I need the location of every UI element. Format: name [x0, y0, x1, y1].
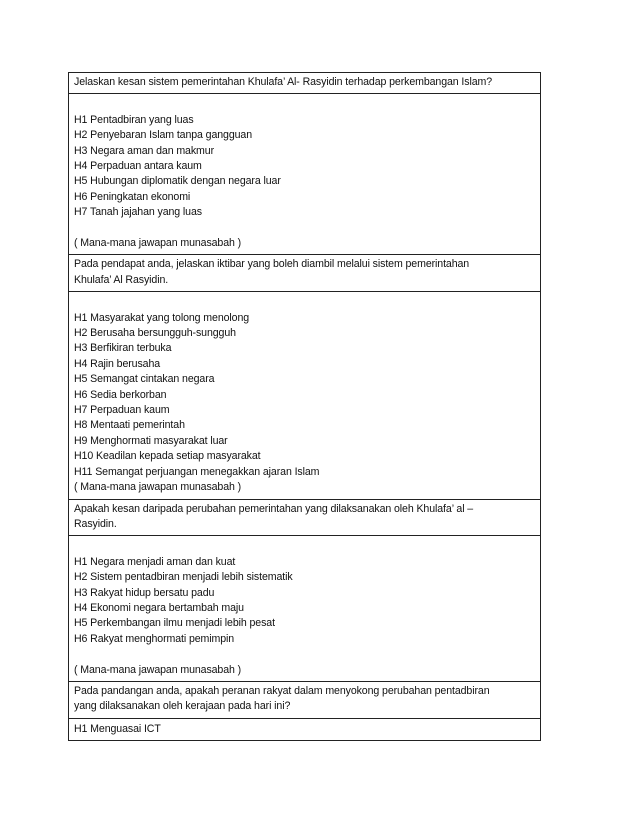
answer-note: ( Mana-mana jawapan munasabah ): [74, 663, 242, 676]
question-text: Jelaskan kesan sistem pemerintahan Khulafa’ Al- Rasyidin terhadap perkembangan Islam?: [74, 76, 493, 88]
answer-item: H5 Semangat cintakan negara: [74, 373, 215, 386]
answer-note: ( Mana-mana jawapan munasabah ): [74, 481, 242, 494]
answer-scheme-table: [68, 72, 541, 741]
question-text: Apakah kesan daripada perubahan pemerintahan yang dilaksanakan oleh Khulafa’ al –: [74, 502, 474, 515]
answer-item: H6 Sedia berkorban: [74, 388, 167, 401]
answer-item: H5 Perkembangan ilmu menjadi lebih pesat: [74, 617, 275, 630]
answer-item: H7 Perpaduan kaum: [74, 404, 170, 417]
answer-row-1: [69, 94, 540, 255]
answer-row-4: [69, 719, 540, 741]
answer-item: H3 Negara aman dan makmur: [74, 144, 214, 157]
answer-item: H11 Semangat perjuangan menegakkan ajaran Islam: [74, 465, 320, 478]
answer-item: H2 Sistem pentadbiran menjadi lebih sistematik: [74, 571, 293, 584]
answer-item: H4 Perpaduan antara kaum: [74, 160, 202, 173]
answer-item: H2 Berusaha bersungguh-sungguh: [74, 327, 236, 340]
answer-row-3: [69, 536, 540, 682]
answer-item: H6 Rakyat menghormati pemimpin: [74, 632, 235, 645]
question-row-1: [69, 73, 540, 94]
answer-item: H6 Peningkatan ekonomi: [74, 190, 191, 203]
answer-item: H3 Rakyat hidup bersatu padu: [74, 586, 215, 599]
question-text: Pada pendapat anda, jelaskan iktibar yang boleh diambil melalui sistem pemerintahan: [74, 258, 470, 271]
question-text: Pada pandangan anda, apakah peranan rakyat dalam menyokong perubahan pentadbiran: [74, 684, 490, 697]
answer-item: H1 Negara menjadi aman dan kuat: [74, 555, 236, 568]
question-text: Rasyidin.: [74, 517, 117, 530]
answer-item: H1 Menguasai ICT: [74, 722, 161, 735]
question-row-2: [69, 255, 540, 292]
answer-row-2: [69, 292, 540, 499]
answer-item: H9 Menghormati masyarakat luar: [74, 434, 228, 447]
answer-item: H8 Mentaati pemerintah: [74, 419, 185, 432]
answer-item: H7 Tanah jajahan yang luas: [74, 206, 202, 219]
question-row-3: [69, 500, 540, 537]
answer-note: ( Mana-mana jawapan munasabah ): [74, 237, 242, 250]
answer-item: H1 Masyarakat yang tolong menolong: [74, 311, 250, 324]
question-text: Khulafa’ Al Rasyidin.: [74, 273, 169, 286]
answer-item: H10 Keadilan kepada setiap masyarakat: [74, 450, 261, 463]
answer-item: H2 Penyebaran Islam tanpa gangguan: [74, 129, 253, 142]
answer-item: H5 Hubungan diplomatik dengan negara luar: [74, 175, 281, 188]
question-text: yang dilaksanakan oleh kerajaan pada hari ini?: [74, 700, 291, 713]
answer-item: H1 Pentadbiran yang luas: [74, 113, 194, 126]
answer-item: H3 Berfikiran terbuka: [74, 342, 172, 355]
answer-item: H4 Rajin berusaha: [74, 357, 161, 370]
question-row-4: [69, 682, 540, 719]
answer-item: H4 Ekonomi negara bertambah maju: [74, 601, 244, 614]
